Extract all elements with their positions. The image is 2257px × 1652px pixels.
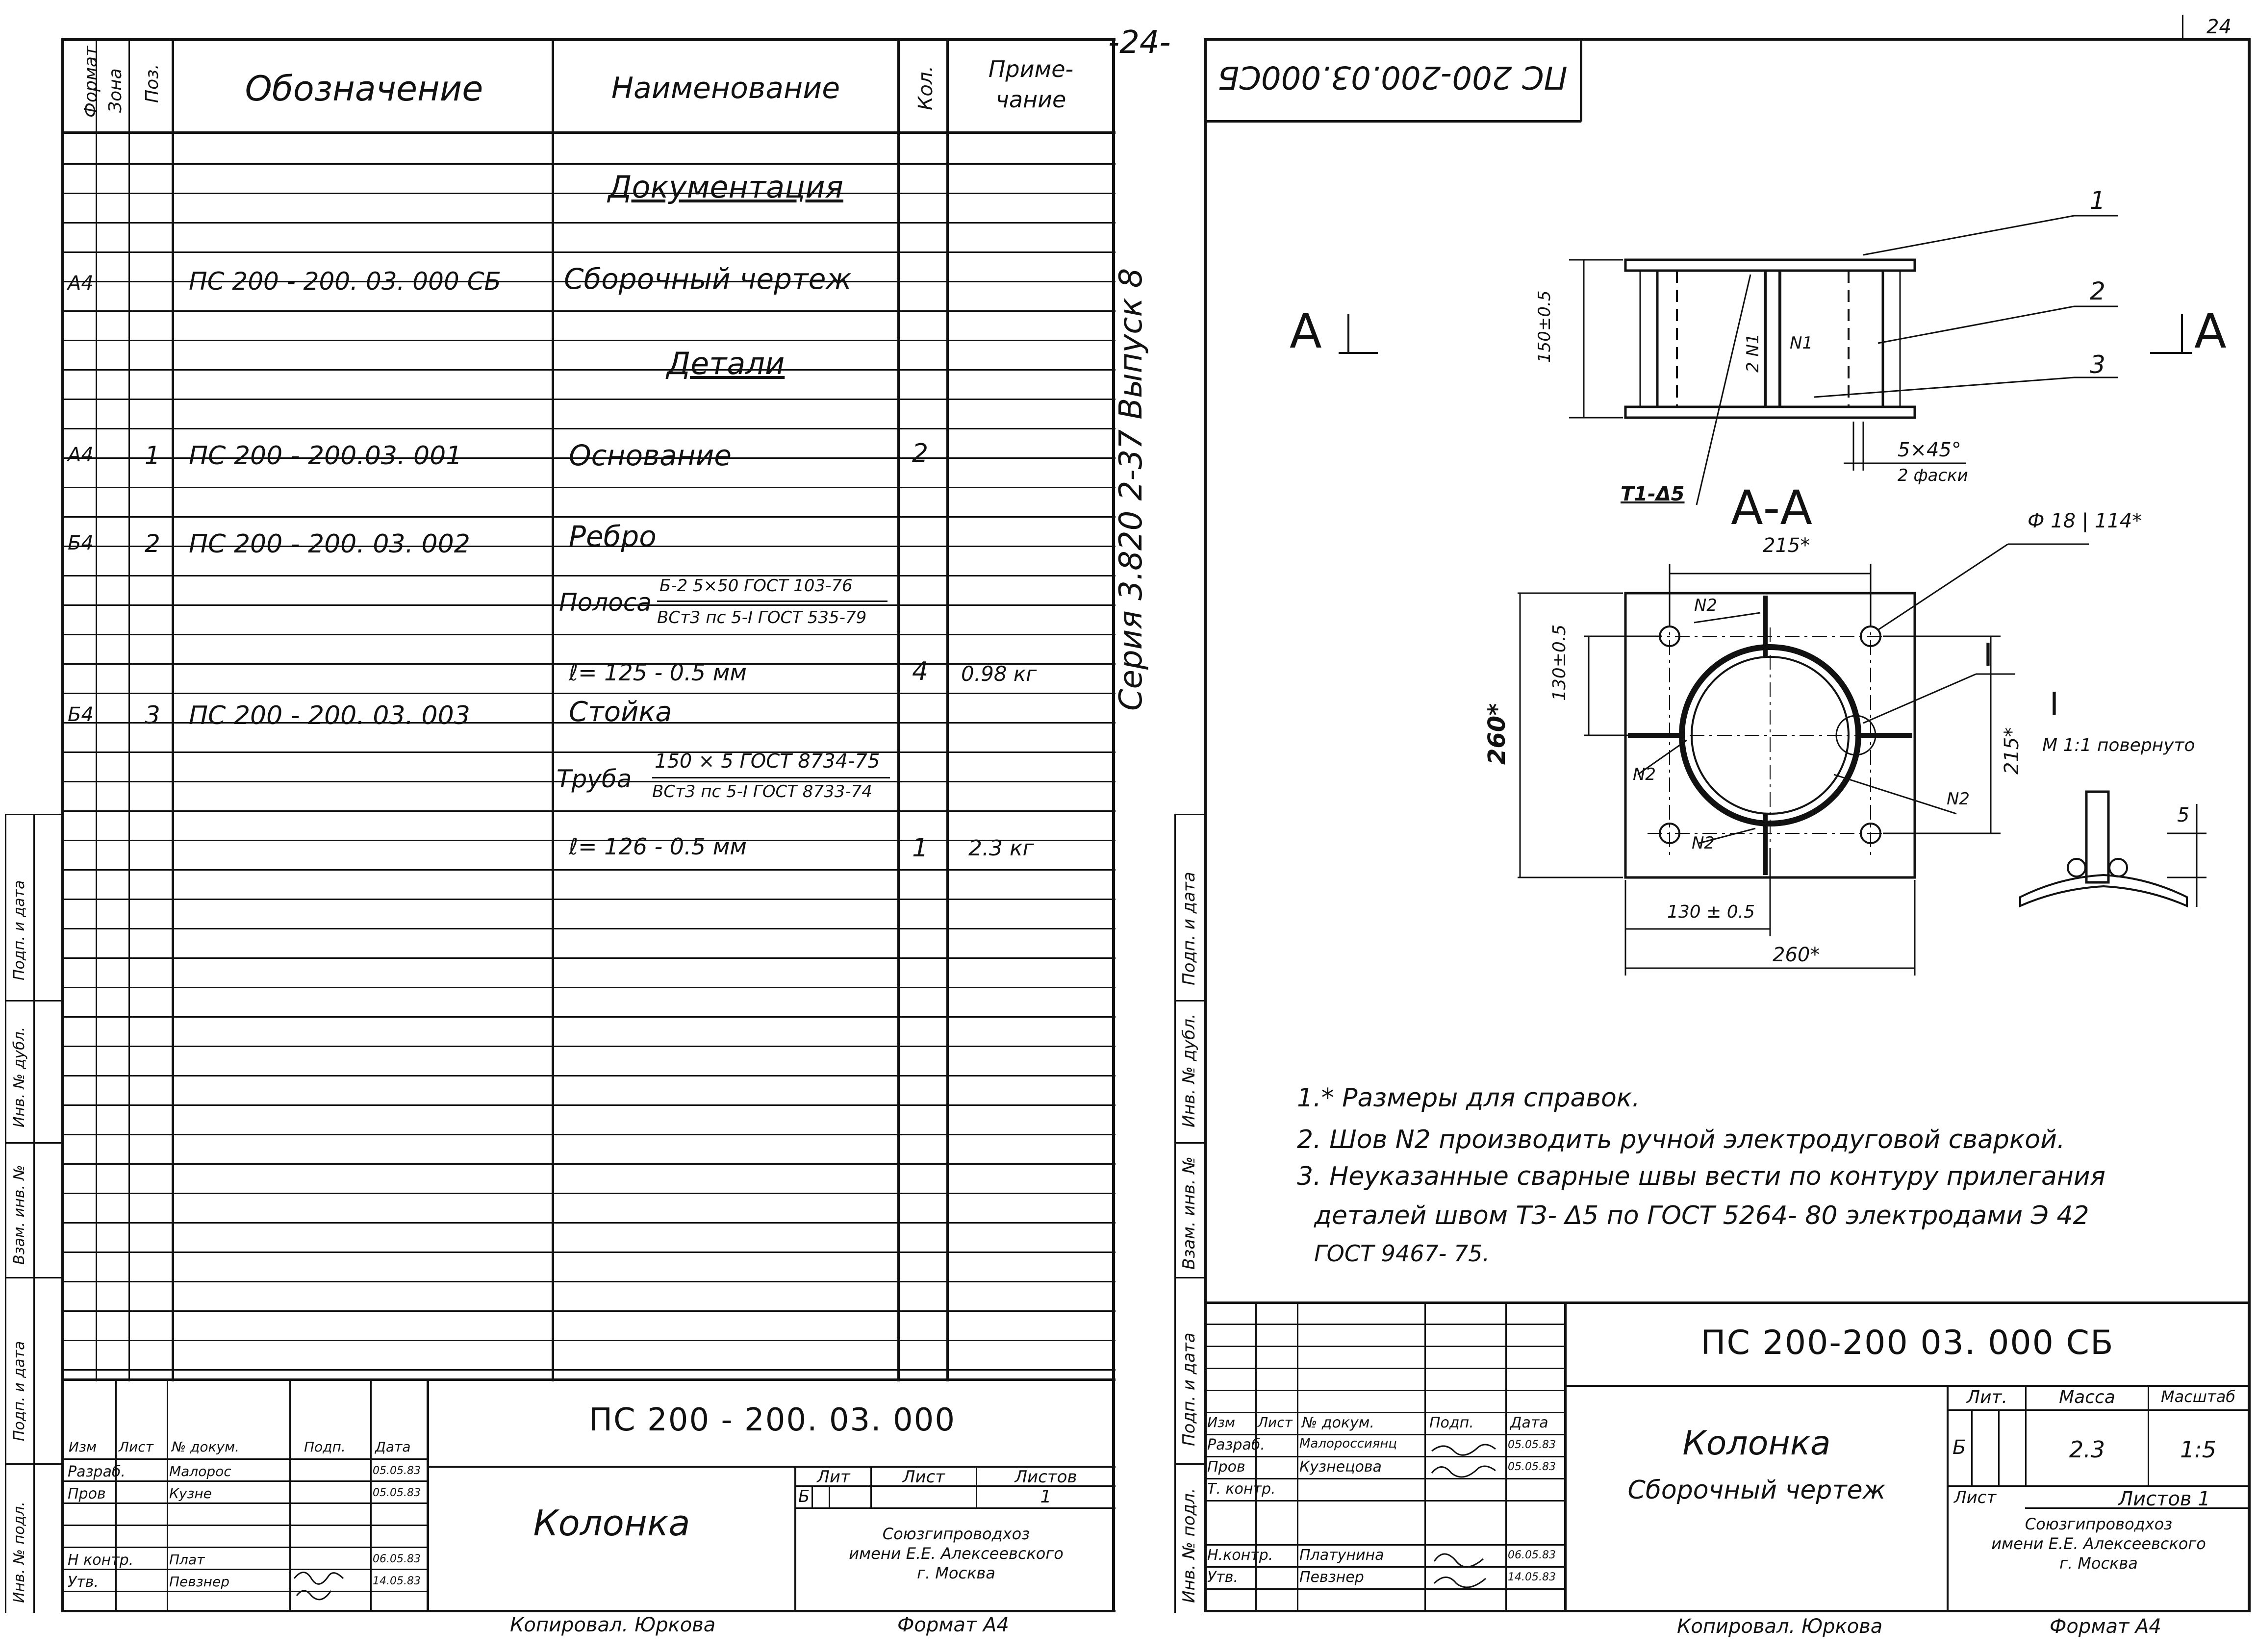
header-designation: Обозначение — [245, 69, 483, 109]
tb-doc: № докум. — [1302, 1414, 1374, 1431]
weld-label: N2 — [1692, 833, 1715, 853]
org-name: Союзгипроводхоз — [882, 1525, 1030, 1543]
section-documentation: Документация — [608, 169, 843, 205]
tb-role: Н контр. — [68, 1552, 134, 1569]
callout-3: 3 — [2090, 350, 2105, 379]
tb-person: Кузнецова — [1299, 1458, 1382, 1476]
callout-1: 1 — [2090, 186, 2105, 215]
tb-date-value: 05.05.83 — [373, 1487, 421, 1499]
side-label: Взам. инв. № — [1179, 1156, 1199, 1270]
org-name: имени Е.Е. Алексеевского — [1991, 1534, 2206, 1553]
callout-2: 2 — [2090, 277, 2105, 305]
dim-height: 150±0.5 — [1535, 290, 1554, 363]
tb-date-value: 05.05.83 — [1508, 1461, 1556, 1473]
note-3-gost: ГОСТ 9467- 75. — [1314, 1240, 1490, 1267]
note-3-cont: деталей швом Т3- Δ5 по ГОСТ 5264- 80 электродами Э 42 — [1314, 1201, 2089, 1230]
tb-role: Утв. — [68, 1574, 99, 1591]
fraction-top: Б-2 5×50 ГОСТ 103-76 — [659, 576, 853, 596]
note-1: 1.* Размеры для справок. — [1297, 1083, 1640, 1113]
row-pos: 2 — [145, 529, 160, 558]
tb-role: Пров — [1207, 1458, 1245, 1476]
row-designation: ПС 200 - 200.03. 001 — [189, 441, 462, 471]
section-title: А-А — [1731, 480, 1812, 535]
row-qty: 2 — [912, 439, 929, 468]
note-3: 3. Неуказанные сварные швы вести по контуру прилегания — [1297, 1162, 2105, 1191]
tb-person: Плат — [169, 1552, 205, 1568]
header-name: Наименование — [611, 71, 840, 105]
row-pos: 1 — [145, 441, 160, 470]
side-label: Подп. и дата — [1179, 1332, 1199, 1446]
row-name: Полоса — [559, 588, 652, 617]
side-label: Подп. и дата — [11, 880, 28, 980]
row-format: А4 — [68, 272, 94, 295]
corner-page-number: 24 — [2206, 16, 2232, 38]
tb-person: Кузне — [169, 1485, 212, 1502]
row-pos: 3 — [145, 701, 160, 729]
section-details: Детали — [666, 346, 785, 381]
header-qty: Кол. — [914, 65, 937, 110]
row-designation: ПС 200 - 200. 03. 003 — [189, 701, 470, 730]
org-city: г. Москва — [2059, 1554, 2138, 1573]
row-format: Б4 — [68, 703, 94, 726]
tb-role: Утв. — [1207, 1569, 1238, 1586]
tb-role: Пров — [68, 1485, 106, 1502]
tb-doc: № докум. — [172, 1439, 240, 1455]
copied-by: Копировал. Юркова — [1677, 1615, 1883, 1638]
tb-date: Дата — [375, 1439, 411, 1455]
row-format: Б4 — [68, 532, 94, 554]
note-2: 2. Шов N2 производить ручной электродуговой сваркой. — [1297, 1125, 2065, 1154]
section-marker-right: А — [2194, 304, 2227, 359]
tb-lit-label: Лит. — [1967, 1387, 2007, 1407]
header-zone: Зона — [105, 68, 126, 113]
weld-label: 2 N1 — [1743, 333, 1763, 373]
dim-215-vertical: 215* — [2001, 727, 2023, 775]
copied-by: Копировал. Юркова — [510, 1614, 716, 1636]
dim-260-horizontal: 260* — [1773, 944, 1820, 966]
page-number: -24- — [1108, 25, 1171, 61]
header-pos: Поз. — [142, 64, 162, 103]
tb-mass-value: 2.3 — [2069, 1436, 2105, 1463]
stamp-code: ПС 200-200.03.000СБ — [1217, 59, 1568, 95]
tb-sheet-label: Лист — [1954, 1488, 1997, 1507]
tb-person: Малороссиянц — [1299, 1436, 1397, 1451]
tb-role: Т. контр. — [1207, 1480, 1276, 1498]
row-designation: ПС 200 - 200. 03. 000 СБ — [189, 267, 501, 296]
row-designation: ПС 200 - 200. 03. 002 — [189, 529, 470, 559]
row-name: Ребро — [569, 520, 657, 553]
dim-130-horizontal: 130 ± 0.5 — [1667, 902, 1755, 922]
side-label: Взам. инв. № — [11, 1165, 28, 1265]
header-note: Приме- чание — [988, 56, 1074, 113]
drawing-code: ПС 200-200 03. 000 СБ — [1700, 1324, 2114, 1362]
fraction-top: 150 × 5 ГОСТ 8734-75 — [655, 750, 880, 773]
tb-mass-label: Масса — [2059, 1387, 2115, 1407]
row-note: 2.3 кг — [968, 836, 1034, 861]
tb-role: Разраб. — [1207, 1436, 1265, 1453]
tb-sheets-label: Листов 1 — [2118, 1488, 2210, 1510]
detail-scale: М 1:1 повернуто — [2042, 735, 2195, 755]
tb-date-value: 06.05.83 — [1508, 1549, 1556, 1561]
format-label: Формат А4 — [2050, 1615, 2161, 1638]
tb-sheets-label: Листов — [1014, 1467, 1077, 1487]
row-format: А4 — [68, 444, 94, 466]
tb-sheet-label: Лист — [902, 1467, 945, 1487]
tb-lit-value: Б — [1953, 1436, 1966, 1459]
dim-260-vertical: 260* — [1483, 703, 1511, 765]
tb-scale-value: 1:5 — [2180, 1436, 2217, 1463]
section-marker-left: А — [1290, 304, 1322, 359]
tb-date-value: 14.05.83 — [1508, 1571, 1556, 1583]
detail-title: I — [2050, 686, 2059, 723]
row-name: Стойка — [569, 696, 672, 728]
tb-person: Певзнер — [1299, 1569, 1364, 1586]
dim-130-vertical: 130±0.5 — [1549, 624, 1570, 701]
tb-list: Лист — [1258, 1414, 1293, 1430]
row-qty: 1 — [912, 833, 929, 863]
row-name: ℓ= 126 - 0.5 мм — [569, 833, 747, 860]
tb-sign: Подп. — [1429, 1414, 1474, 1431]
row-name: Сборочный чертеж — [564, 262, 852, 296]
tb-person: Певзнер — [169, 1574, 229, 1590]
tb-role: Н.контр. — [1207, 1547, 1273, 1564]
side-label: Инв. № дубл. — [1179, 1013, 1199, 1127]
drawing-subtitle: Сборочный чертеж — [1627, 1476, 1886, 1505]
weld-label: N2 — [1694, 596, 1718, 615]
row-qty: 4 — [912, 657, 929, 686]
drawing-name: Колонка — [1682, 1424, 1831, 1463]
spec-code: ПС 200 - 200. 03. 000 — [588, 1402, 956, 1438]
tb-date-value: 14.05.83 — [373, 1575, 421, 1587]
row-name: ℓ= 125 - 0.5 мм — [569, 659, 747, 686]
detail-dim: 5 — [2177, 804, 2190, 826]
tb-sign: Подп. — [304, 1439, 346, 1455]
row-name: Труба — [557, 765, 632, 793]
weld-label: N2 — [1633, 765, 1656, 784]
side-label: Подп. и дата — [11, 1341, 28, 1441]
tb-date-value: 05.05.83 — [1508, 1439, 1556, 1451]
dim-215: 215* — [1763, 534, 1810, 557]
detail-marker: I — [1983, 637, 1993, 674]
weld-label: N1 — [1790, 333, 1813, 353]
header-format: Формат — [81, 46, 101, 118]
tb-date: Дата — [1510, 1414, 1548, 1431]
weld-t1: Т1-Δ5 — [1621, 483, 1685, 505]
tb-scale-label: Масштаб — [2160, 1387, 2236, 1406]
side-label: Подп. и дата — [1179, 872, 1199, 985]
tb-izm: Изм — [69, 1439, 97, 1455]
tb-person: Платунина — [1299, 1547, 1384, 1564]
series-text: Серия 3.820 2-37 Выпуск 8 — [1113, 268, 1149, 711]
tb-role: Разраб. — [68, 1463, 126, 1480]
side-label: Инв. № подл. — [1179, 1488, 1199, 1603]
org-name: имени Е.Е. Алексеевского — [849, 1544, 1064, 1563]
tb-lit-value: Б — [798, 1487, 810, 1506]
tb-list: Лист — [119, 1439, 153, 1455]
dim-hole: Ф 18 | 114* — [2028, 510, 2142, 532]
weld-label: N2 — [1947, 789, 1970, 809]
fraction-bottom: ВСт3 пс 5-I ГОСТ 8733-74 — [652, 782, 872, 801]
tb-izm: Изм — [1207, 1414, 1235, 1430]
tb-lit-label: Лит — [817, 1467, 850, 1487]
tb-person: Малорос — [169, 1463, 231, 1479]
side-label: Инв. № подл. — [11, 1502, 28, 1603]
tb-date-value: 06.05.83 — [373, 1553, 421, 1565]
dim-chamfer-note: 2 фаски — [1898, 466, 1968, 485]
spec-name: Колонка — [533, 1502, 690, 1544]
row-name: Основание — [569, 439, 732, 472]
side-label: Инв. № дубл. — [11, 1026, 28, 1127]
org-name: Союзгипроводхоз — [2025, 1515, 2173, 1533]
org-city: г. Москва — [917, 1564, 995, 1582]
format-label: Формат А4 — [897, 1614, 1009, 1636]
fraction-bottom: ВСт3 пс 5-I ГОСТ 535-79 — [657, 608, 867, 627]
dim-chamfer: 5×45° — [1898, 439, 1961, 461]
tb-sheets-value: 1 — [1040, 1487, 1052, 1507]
row-note: 0.98 кг — [961, 662, 1037, 686]
tb-date-value: 05.05.83 — [373, 1465, 421, 1477]
